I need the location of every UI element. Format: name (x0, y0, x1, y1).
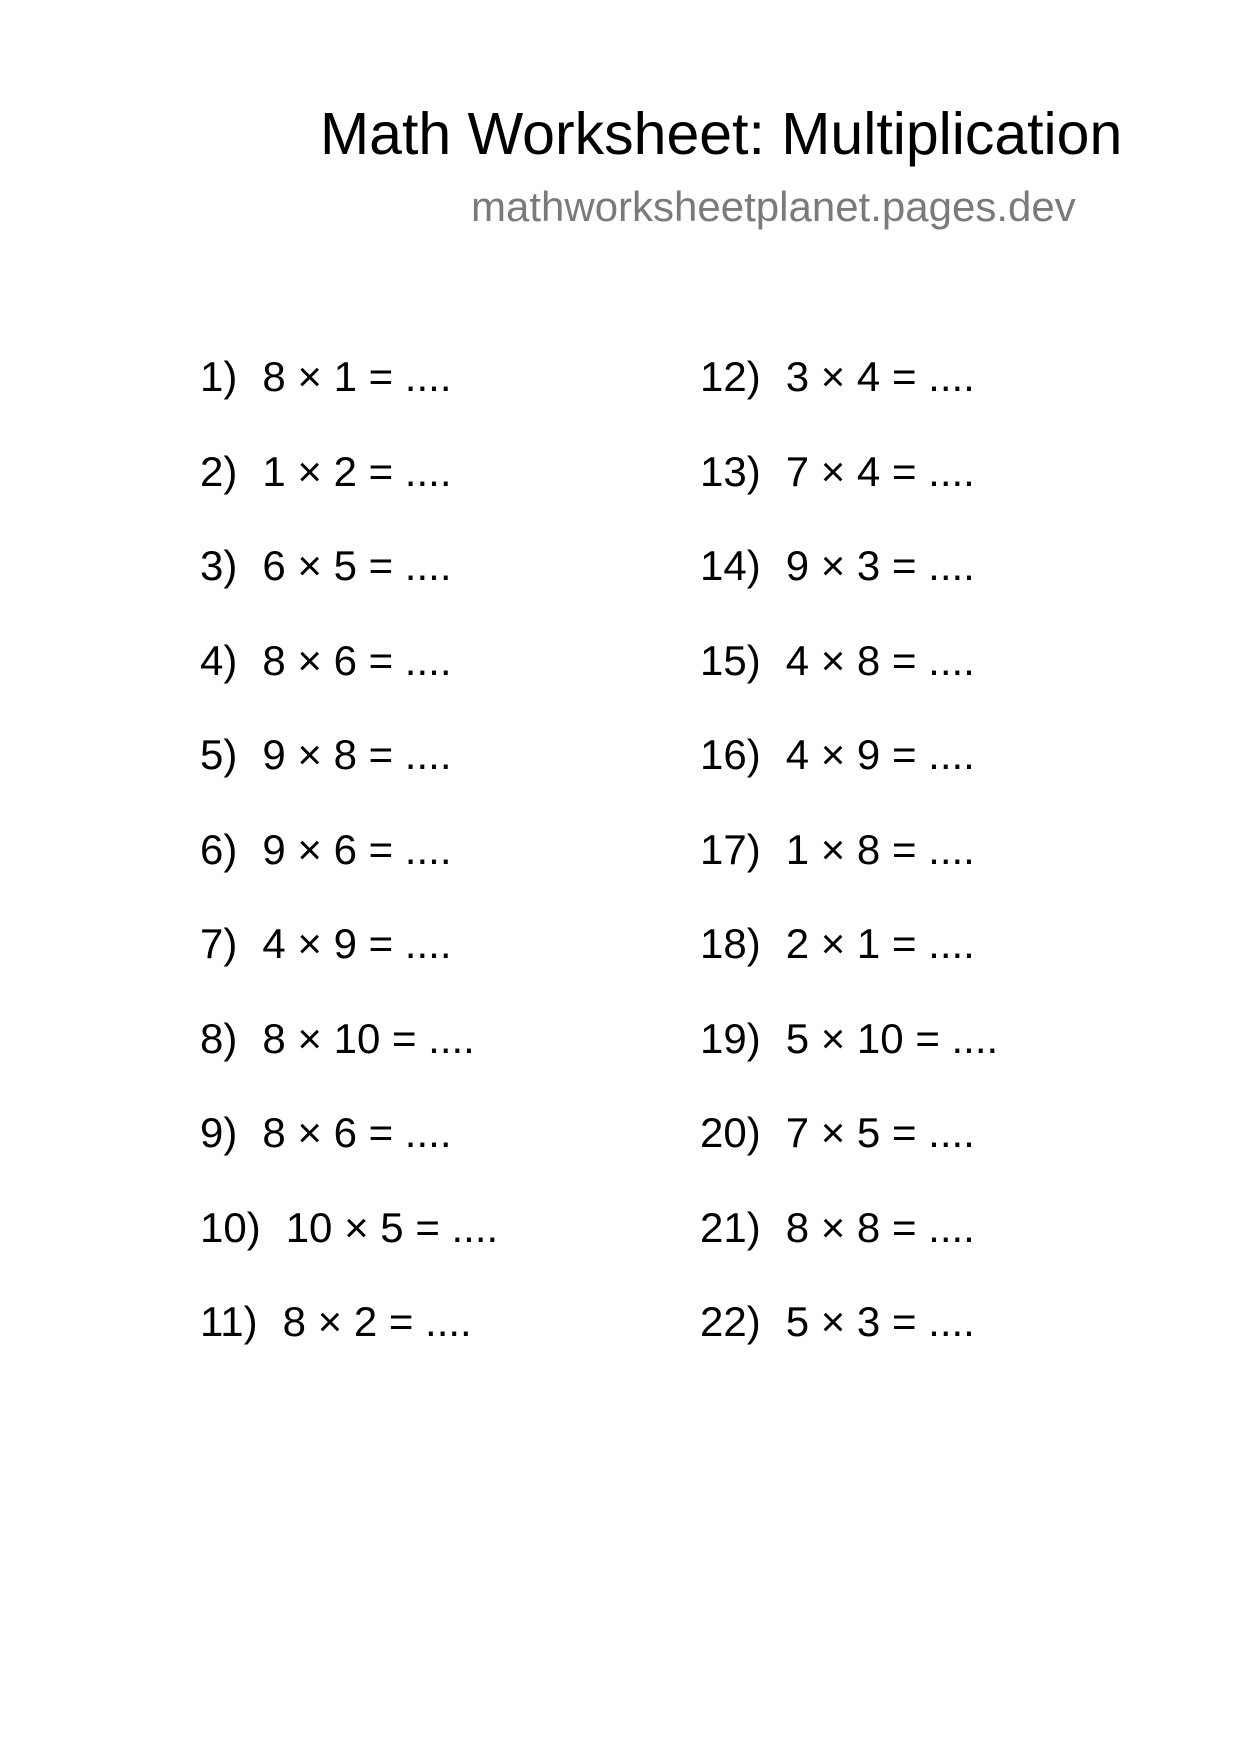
problem-expression: 8 × 6 = .... (262, 1109, 452, 1156)
worksheet-source-url: mathworksheetplanet.pages.dev (471, 183, 1076, 230)
worksheet-title: Math Worksheet: Multiplication (320, 101, 1123, 167)
problem-item (700, 541, 998, 636)
problem-item (700, 1014, 998, 1109)
problem-number: 13) (700, 447, 761, 495)
problem-number: 10) (200, 1203, 261, 1251)
problem-item (200, 636, 498, 731)
problem-number: 5) (200, 731, 238, 778)
problem-expression: 9 × 6 = .... (262, 825, 452, 873)
problem-number: 6) (200, 825, 238, 873)
problem-expression: 4 × 9 = .... (262, 920, 452, 967)
problem-item (200, 541, 498, 636)
problem-number: 17) (700, 825, 761, 873)
problem-number: 19) (700, 1014, 761, 1062)
problem-item (200, 1297, 498, 1392)
problem-item (700, 1297, 998, 1392)
problem-number: 12) (700, 353, 761, 400)
problem-item (700, 1203, 998, 1298)
problem-number: 20) (700, 1109, 761, 1156)
problem-expression: 4 × 9 = .... (785, 731, 975, 778)
problem-number: 3) (200, 542, 238, 589)
problem-expression: 8 × 1 = .... (262, 353, 452, 400)
problem-item (200, 825, 498, 920)
problem-item (700, 919, 998, 1014)
problem-expression: 8 × 10 = .... (262, 1014, 475, 1062)
problem-column-right (700, 352, 998, 1392)
problem-item (200, 919, 498, 1014)
problem-expression: 2 × 1 = .... (785, 920, 975, 967)
problem-expression: 7 × 4 = .... (785, 447, 975, 495)
problem-expression: 7 × 5 = .... (785, 1109, 975, 1156)
problem-number: 8) (200, 1014, 238, 1062)
problem-number: 16) (700, 731, 761, 778)
problem-expression: 9 × 8 = .... (262, 731, 452, 778)
problem-number: 4) (200, 636, 238, 684)
problem-item (200, 352, 498, 447)
problem-number: 15) (700, 636, 761, 684)
problem-expression: 9 × 3 = .... (785, 542, 975, 589)
problem-item (700, 352, 998, 447)
problem-number: 7) (200, 920, 238, 967)
problem-column-left (200, 352, 498, 1392)
problem-expression: 1 × 8 = .... (785, 825, 975, 873)
problem-item (700, 1108, 998, 1203)
problem-expression: 6 × 5 = .... (262, 542, 452, 589)
problem-expression: 8 × 6 = .... (262, 636, 452, 684)
problem-item (200, 1108, 498, 1203)
problem-number: 2) (200, 447, 238, 495)
problem-number: 18) (700, 920, 761, 967)
problem-expression: 4 × 8 = .... (785, 636, 975, 684)
problem-item (200, 1014, 498, 1109)
problem-item (700, 825, 998, 920)
problem-expression: 8 × 8 = .... (785, 1203, 975, 1251)
problem-item (200, 730, 498, 825)
problem-number: 9) (200, 1109, 238, 1156)
problem-expression: 5 × 3 = .... (785, 1298, 975, 1345)
problem-item (700, 730, 998, 825)
problem-number: 22) (700, 1298, 761, 1345)
problem-item (700, 636, 998, 731)
problem-expression: 1 × 2 = .... (262, 447, 452, 495)
problem-number: 21) (700, 1203, 761, 1251)
problem-expression: 5 × 10 = .... (785, 1014, 999, 1062)
problem-item (200, 447, 498, 542)
problem-expression: 10 × 5 = .... (285, 1203, 499, 1251)
problem-expression: 3 × 4 = .... (785, 353, 975, 400)
problem-item (700, 447, 998, 542)
problem-expression: 8 × 2 = .... (282, 1298, 472, 1345)
problem-number: 14) (700, 542, 761, 589)
problem-number: 11) (200, 1298, 258, 1345)
problem-item (200, 1203, 498, 1298)
problem-number: 1) (200, 353, 238, 400)
